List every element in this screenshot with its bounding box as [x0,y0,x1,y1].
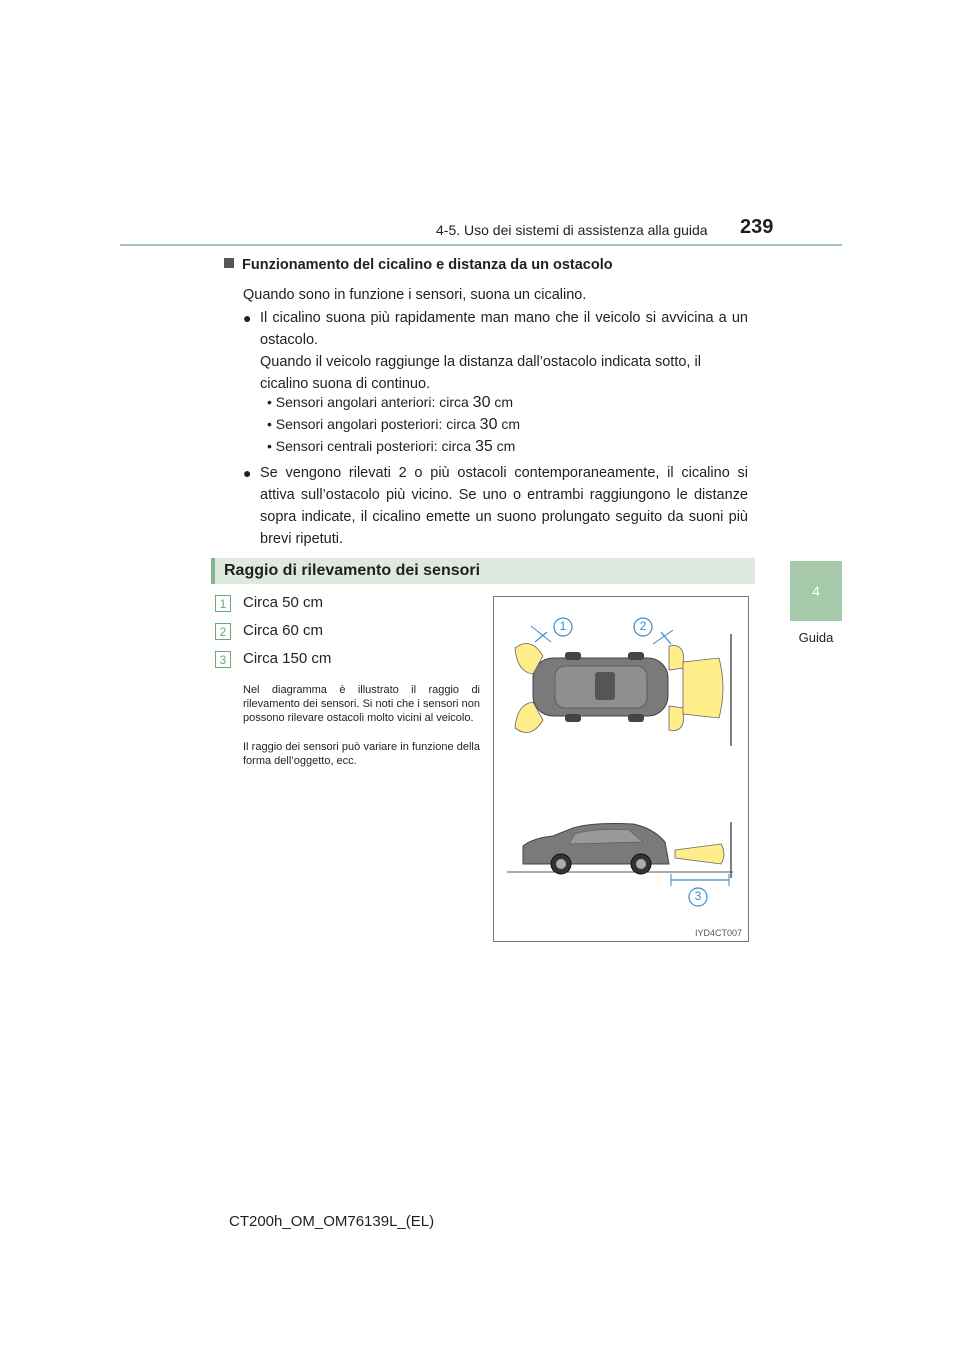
chapter-label: Guida [798,630,834,645]
buzzer-heading: Funzionamento del cicalino e distanza da un ostacolo [224,257,613,273]
callout-1: 1 [559,619,567,633]
item-number-1: 1 [215,595,231,612]
page-number: 239 [740,216,774,238]
bullet-text: Il cicalino suona più rapidamente man mano che il veicolo si avvicina a un ostacolo. [260,310,748,348]
chapter-tab: 4 [790,561,842,621]
diagram-note: Il raggio dei sensori può variare in funzione della forma dell’oggetto, ecc. [243,741,480,767]
square-bullet-icon [224,258,234,268]
item-number-2: 2 [215,623,231,640]
car-top-view [533,652,668,722]
footer-model-code: CT200h_OM_OM76139L_(EL) [229,1213,435,1230]
bullet-item [243,307,748,395]
sub-item-front-corner: • Sensori angolari anteriori: circa 30 cm [267,394,514,411]
buzzer-intro: Quando sono in funzione i sensori, suona un cicalino. [243,287,587,303]
range-item-3: Circa 150 cm [243,650,332,667]
sensor-range-diagram [493,596,749,942]
diagram-note: Nel diagramma è illustrato il raggio di rilevamento dei sensori. Si noti che i sensori non possono rilevare ostacoli molto vicini al veicolo. [243,684,480,724]
sub-item-rear-corner: • Sensori angolari posteriori: circa 30 cm [267,416,521,433]
bullet-item [243,462,748,550]
range-item-1: Circa 50 cm [243,594,324,611]
sub-item-rear-center: • Sensori centrali posteriori: circa 35 cm [267,438,516,455]
bullet-dot-icon: ● [243,465,252,481]
header-rule [120,244,842,246]
bullet-dot-icon: ● [243,310,252,326]
section-title: 4-5. Uso dei sistemi di assistenza alla guida [436,222,708,238]
section-title-range: Raggio di rilevamento dei sensori [224,562,481,579]
callout-3: 3 [694,889,702,903]
bullet-text: Se vengono rilevati 2 o più ostacoli contemporaneamente, il cicalino si attiva sull’ostacolo più vicino. Se uno o entrambi raggiungono le distanze sopra indicate, il cicalino emette un suono prolungato seguito da suoni più brevi ripetuti. [260,465,748,547]
callout-2: 2 [639,619,647,633]
diagram-code: IYD4CT007 [695,928,743,938]
range-item-2: Circa 60 cm [243,622,324,639]
bullet-text: Quando il veicolo raggiunge la distanza dall’ostacolo indicata sotto, il cicalino suona di continuo. [260,354,701,392]
item-number-3: 3 [215,651,231,668]
